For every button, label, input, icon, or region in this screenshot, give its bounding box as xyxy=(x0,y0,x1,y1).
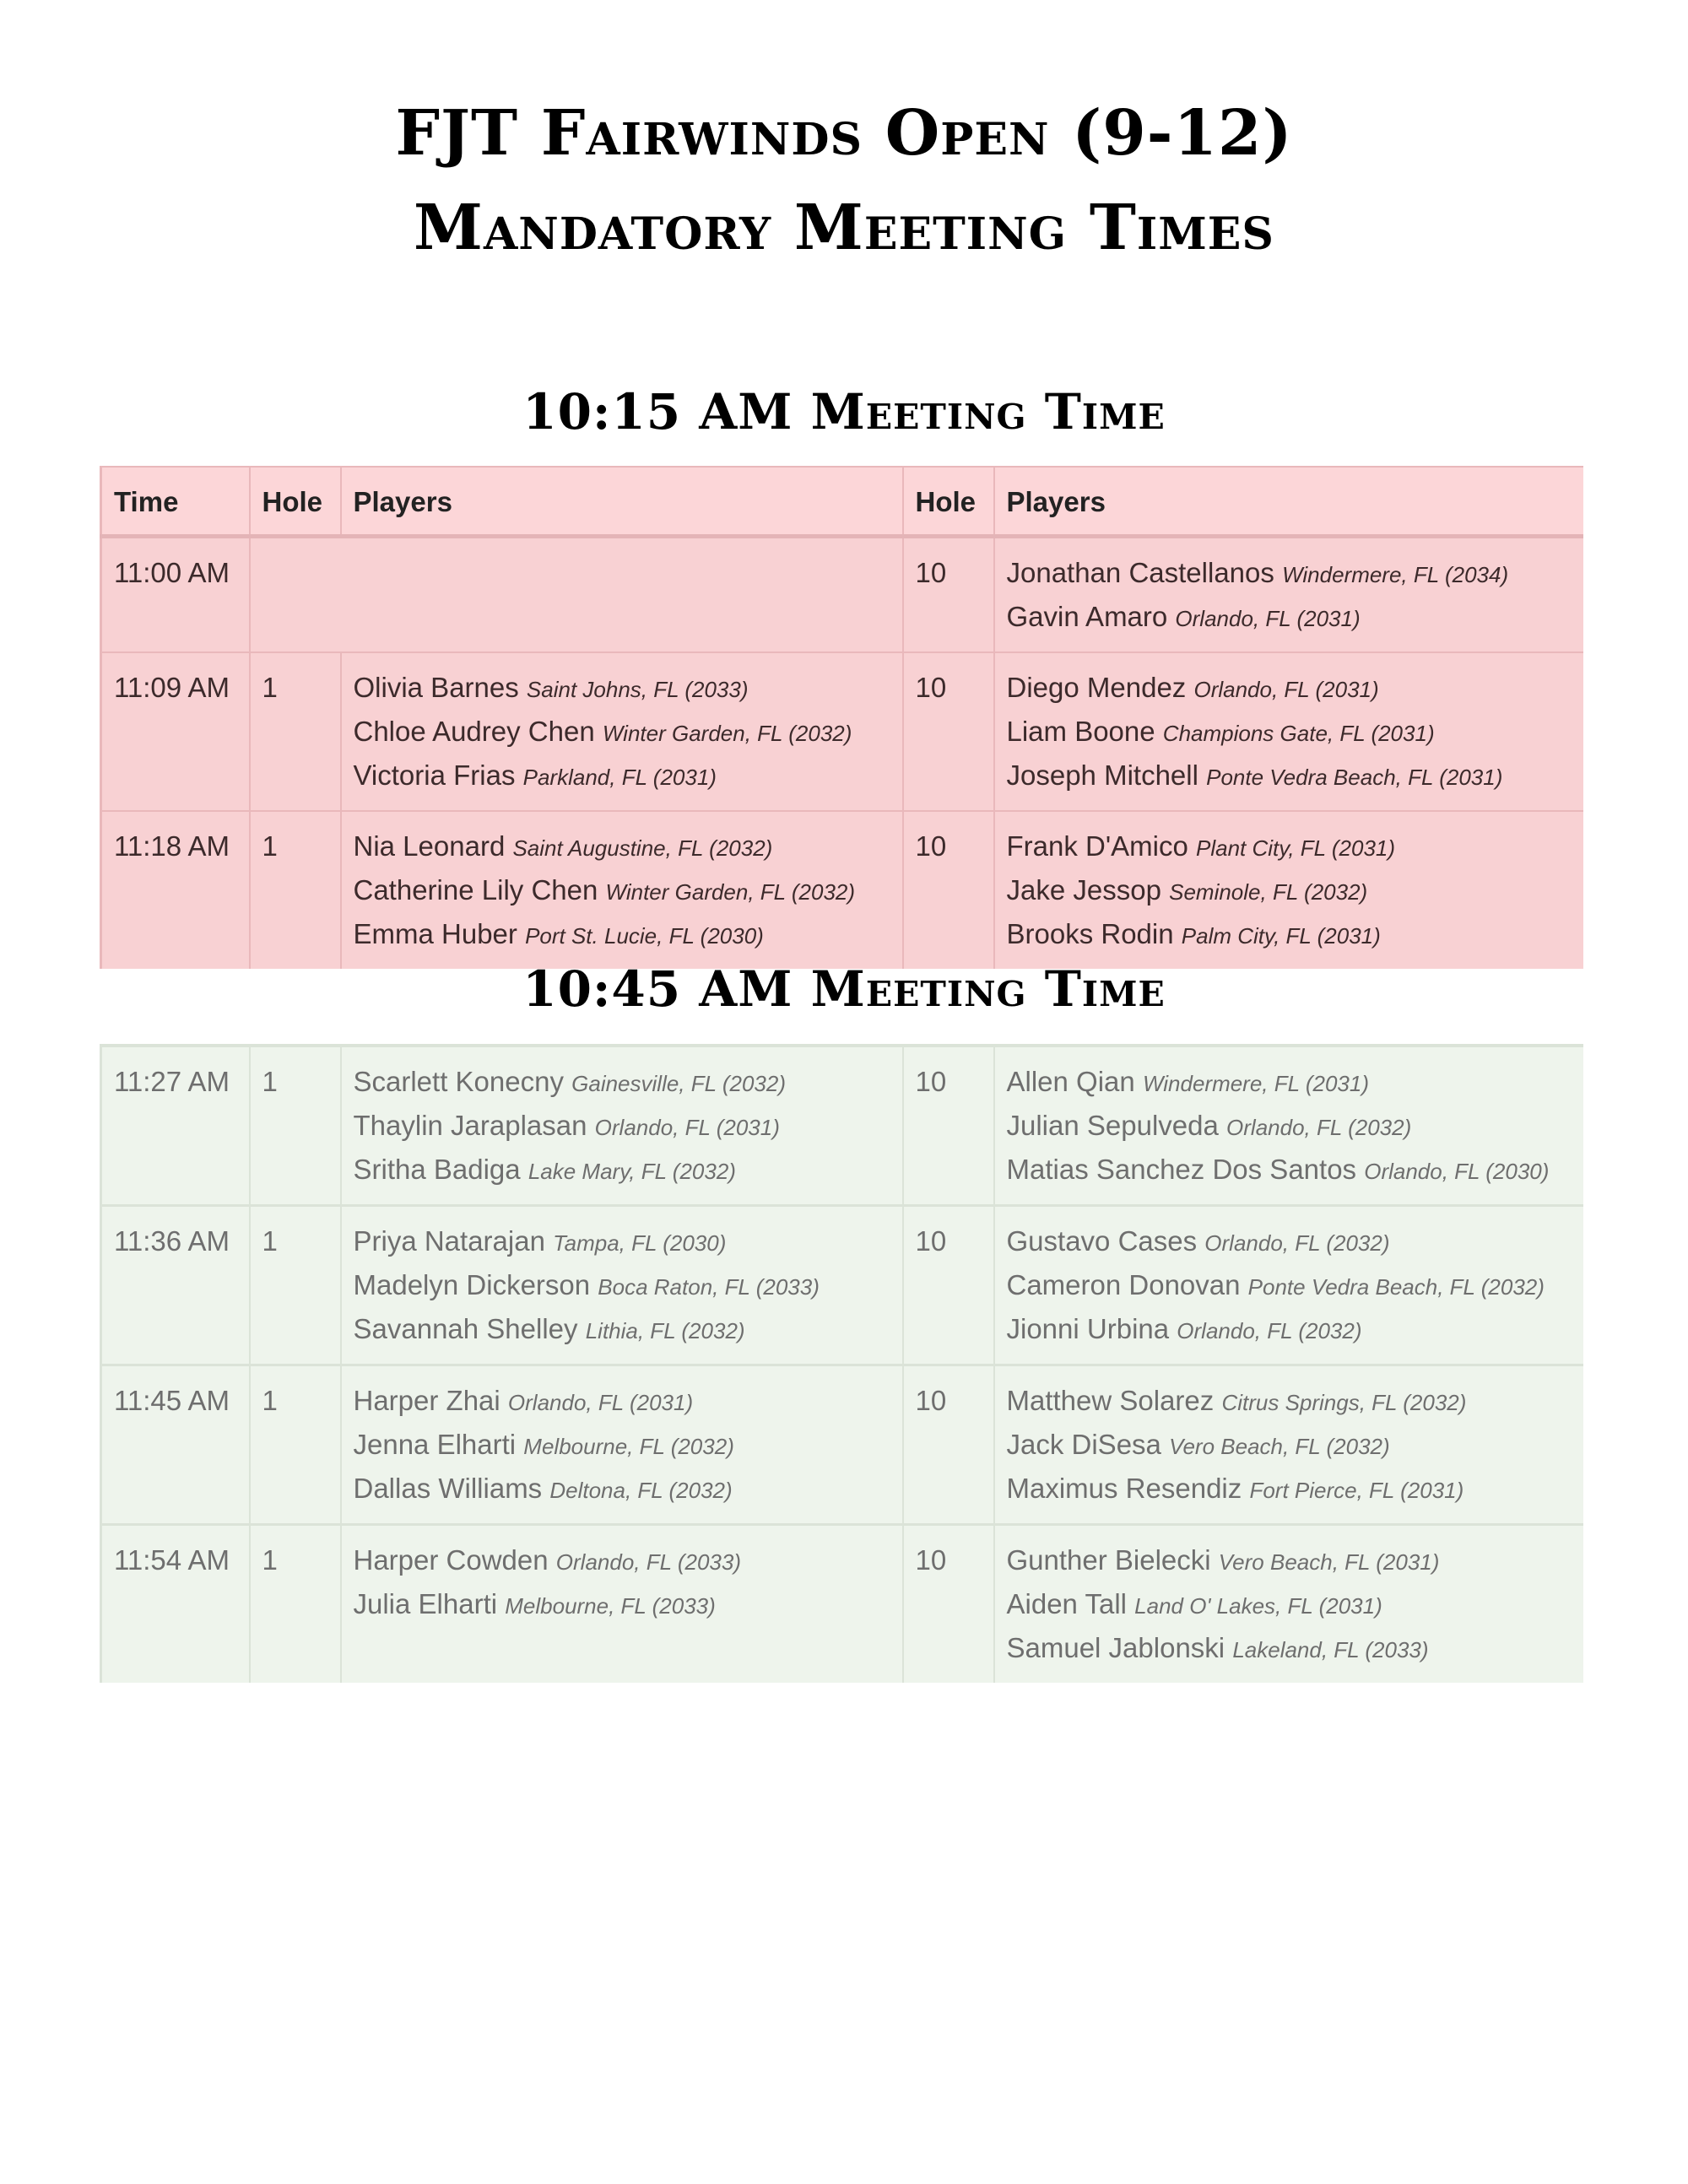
players-cell xyxy=(994,1365,1583,1525)
document-subtitle: Mandatory Meeting Times xyxy=(414,192,1274,264)
section-heading-1015: 10:15 AM Meeting Time xyxy=(522,383,1166,441)
player-hometown-year: Melbourne, FL (2032) xyxy=(523,1434,734,1459)
player-hometown-year: Citrus Springs, FL (2032) xyxy=(1221,1390,1467,1415)
player-hometown-year: Orlando, FL (2032) xyxy=(1204,1230,1390,1256)
player-hometown-year: Orlando, FL (2032) xyxy=(1177,1318,1362,1343)
players-cell xyxy=(994,652,1583,811)
player-entry xyxy=(354,1380,890,1424)
player-entry xyxy=(1007,552,1572,596)
empty-hole-cell xyxy=(250,537,903,653)
header-players: Players xyxy=(341,467,903,537)
player-entry xyxy=(1007,1468,1572,1511)
tee-time: 11:45 AM xyxy=(101,1365,250,1525)
player-hometown-year: Saint Augustine, FL (2032) xyxy=(512,835,773,861)
hole-number: 1 xyxy=(250,1525,341,1684)
player-entry xyxy=(354,1424,890,1468)
player-entry xyxy=(1007,711,1572,754)
player-name: Sritha Badiga xyxy=(353,1154,521,1185)
player-hometown-year: Orlando, FL (2032) xyxy=(1226,1115,1412,1140)
player-hometown-year: Tampa, FL (2030) xyxy=(553,1230,727,1256)
players-cell xyxy=(341,1206,903,1365)
player-entry xyxy=(1007,1149,1572,1192)
player-entry xyxy=(354,1308,890,1352)
players-cell xyxy=(994,1206,1583,1365)
hole-number: 10 xyxy=(903,537,994,653)
player-name: Diego Mendez xyxy=(1006,672,1187,703)
hole-number: 10 xyxy=(903,1525,994,1684)
player-name: Matias Sanchez Dos Santos xyxy=(1006,1154,1357,1185)
players-cell xyxy=(341,652,903,811)
player-name: Jenna Elharti xyxy=(353,1429,517,1460)
player-hometown-year: Parkland, FL (2031) xyxy=(522,765,717,790)
player-name: Julia Elharti xyxy=(353,1588,498,1619)
player-name: Nia Leonard xyxy=(353,830,506,862)
players-cell xyxy=(994,1046,1583,1206)
event-title: FJT Fairwinds Open (9-12) xyxy=(395,97,1293,170)
player-hometown-year: Plant City, FL (2031) xyxy=(1196,835,1396,861)
header-hole: Hole xyxy=(250,467,341,537)
player-hometown-year: Champions Gate, FL (2031) xyxy=(1162,721,1435,746)
player-entry xyxy=(1007,1308,1572,1352)
player-entry xyxy=(1007,1424,1572,1468)
player-entry xyxy=(1007,869,1572,913)
player-entry xyxy=(1007,825,1572,869)
player-entry xyxy=(354,1105,890,1149)
player-name: Gavin Amaro xyxy=(1006,601,1168,632)
player-hometown-year: Boca Raton, FL (2033) xyxy=(598,1274,820,1300)
hole-number: 10 xyxy=(903,1206,994,1365)
player-entry xyxy=(1007,1264,1572,1308)
hole-number: 10 xyxy=(903,1365,994,1525)
hole-number: 10 xyxy=(903,811,994,969)
players-cell xyxy=(994,537,1583,653)
players-cell xyxy=(341,1525,903,1684)
player-hometown-year: Deltona, FL (2032) xyxy=(549,1478,733,1503)
players-cell xyxy=(341,1046,903,1206)
player-entry xyxy=(354,1149,890,1192)
player-name: Jack DiSesa xyxy=(1006,1429,1161,1460)
player-name: Catherine Lily Chen xyxy=(353,874,598,905)
player-hometown-year: Vero Beach, FL (2032) xyxy=(1169,1434,1390,1459)
table-row xyxy=(101,652,1583,811)
player-entry xyxy=(354,667,890,711)
player-hometown-year: Lake Mary, FL (2032) xyxy=(528,1159,736,1184)
player-hometown-year: Port St. Lucie, FL (2030) xyxy=(525,923,764,949)
player-hometown-year: Orlando, FL (2031) xyxy=(1193,677,1379,702)
tee-time: 11:18 AM xyxy=(101,811,250,969)
player-name: Scarlett Konecny xyxy=(353,1066,564,1097)
player-entry xyxy=(1007,596,1572,640)
player-hometown-year: Windermere, FL (2034) xyxy=(1282,562,1509,587)
player-name: Julian Sepulveda xyxy=(1006,1110,1219,1141)
player-name: Aiden Tall xyxy=(1006,1588,1127,1619)
player-entry xyxy=(354,1539,890,1583)
player-name: Cameron Donovan xyxy=(1006,1269,1241,1300)
schedule-table-1015 xyxy=(100,466,1583,969)
player-entry xyxy=(354,913,890,957)
player-hometown-year: Lithia, FL (2032) xyxy=(585,1318,745,1343)
player-hometown-year: Orlando, FL (2031) xyxy=(507,1390,694,1415)
hole-number: 1 xyxy=(250,1046,341,1206)
player-name: Frank D'Amico xyxy=(1006,830,1188,862)
player-name: Harper Zhai xyxy=(353,1385,500,1416)
hole-number: 1 xyxy=(250,811,341,969)
player-entry xyxy=(354,1061,890,1105)
tee-time: 11:09 AM xyxy=(101,652,250,811)
player-hometown-year: Saint Johns, FL (2033) xyxy=(526,677,749,702)
player-name: Joseph Mitchell xyxy=(1006,760,1198,791)
player-hometown-year: Orlando, FL (2031) xyxy=(594,1115,780,1140)
hole-number: 1 xyxy=(250,652,341,811)
player-name: Brooks Rodin xyxy=(1006,918,1174,949)
player-hometown-year: Palm City, FL (2031) xyxy=(1181,923,1381,949)
player-entry xyxy=(1007,913,1572,957)
player-hometown-year: Vero Beach, FL (2031) xyxy=(1218,1549,1440,1575)
player-hometown-year: Orlando, FL (2033) xyxy=(555,1549,741,1575)
player-name: Matthew Solarez xyxy=(1006,1385,1215,1416)
player-hometown-year: Orlando, FL (2031) xyxy=(1175,606,1361,631)
player-name: Maximus Resendiz xyxy=(1006,1473,1242,1504)
player-name: Gustavo Cases xyxy=(1006,1225,1198,1257)
player-entry xyxy=(354,825,890,869)
player-name: Jionni Urbina xyxy=(1006,1313,1170,1344)
player-hometown-year: Lakeland, FL (2033) xyxy=(1232,1637,1429,1662)
player-hometown-year: Land O' Lakes, FL (2031) xyxy=(1134,1593,1382,1619)
tee-time: 11:36 AM xyxy=(101,1206,250,1365)
players-cell xyxy=(341,1365,903,1525)
player-entry xyxy=(354,1468,890,1511)
player-entry xyxy=(354,754,890,798)
table-row xyxy=(101,811,1583,969)
player-name: Allen Qian xyxy=(1006,1066,1135,1097)
player-hometown-year: Ponte Vedra Beach, FL (2031) xyxy=(1206,765,1503,790)
player-entry xyxy=(354,1220,890,1264)
table-row xyxy=(101,537,1583,653)
table-row xyxy=(101,1206,1583,1365)
player-name: Chloe Audrey Chen xyxy=(353,716,595,747)
player-entry xyxy=(354,711,890,754)
player-name: Harper Cowden xyxy=(353,1544,549,1576)
player-name: Victoria Frias xyxy=(353,760,516,791)
player-name: Liam Boone xyxy=(1006,716,1155,747)
player-entry xyxy=(354,1264,890,1308)
player-entry xyxy=(1007,1220,1572,1264)
table-header-row xyxy=(101,467,1583,537)
hole-number: 10 xyxy=(903,1046,994,1206)
player-hometown-year: Gainesville, FL (2032) xyxy=(571,1071,787,1096)
hole-number: 1 xyxy=(250,1365,341,1525)
header-time: Time xyxy=(101,467,250,537)
player-hometown-year: Winter Garden, FL (2032) xyxy=(605,879,856,905)
table-row xyxy=(101,1525,1583,1684)
player-hometown-year: Seminole, FL (2032) xyxy=(1169,879,1368,905)
schedule-table-1045 xyxy=(100,1044,1583,1683)
player-name: Thaylin Jaraplasan xyxy=(353,1110,587,1141)
section-heading-1045: 10:45 AM Meeting Time xyxy=(522,960,1166,1018)
players-cell xyxy=(994,1525,1583,1684)
player-entry xyxy=(1007,1380,1572,1424)
player-entry xyxy=(1007,1627,1572,1671)
player-name: Olivia Barnes xyxy=(353,672,519,703)
player-name: Jonathan Castellanos xyxy=(1006,557,1274,588)
player-name: Samuel Jablonski xyxy=(1006,1632,1225,1663)
player-entry xyxy=(1007,1583,1572,1627)
player-entry xyxy=(1007,1539,1572,1583)
player-entry xyxy=(1007,754,1572,798)
player-name: Jake Jessop xyxy=(1006,874,1161,905)
player-name: Emma Huber xyxy=(353,918,517,949)
player-entry xyxy=(1007,1105,1572,1149)
hole-number: 10 xyxy=(903,652,994,811)
player-name: Dallas Williams xyxy=(353,1473,543,1504)
player-hometown-year: Orlando, FL (2030) xyxy=(1364,1159,1550,1184)
tee-time: 11:54 AM xyxy=(101,1525,250,1684)
table-row xyxy=(101,1046,1583,1206)
tee-time: 11:00 AM xyxy=(101,537,250,653)
player-hometown-year: Winter Garden, FL (2032) xyxy=(602,721,852,746)
player-entry xyxy=(1007,1061,1572,1105)
players-cell xyxy=(341,811,903,969)
player-name: Madelyn Dickerson xyxy=(353,1269,591,1300)
table-row xyxy=(101,1365,1583,1525)
player-entry xyxy=(354,869,890,913)
player-name: Priya Natarajan xyxy=(353,1225,545,1257)
header-hole: Hole xyxy=(903,467,994,537)
player-hometown-year: Fort Pierce, FL (2031) xyxy=(1249,1478,1464,1503)
player-entry xyxy=(1007,667,1572,711)
player-hometown-year: Ponte Vedra Beach, FL (2032) xyxy=(1247,1274,1545,1300)
player-hometown-year: Melbourne, FL (2033) xyxy=(505,1593,716,1619)
player-entry xyxy=(354,1583,890,1627)
header-players: Players xyxy=(994,467,1583,537)
player-hometown-year: Windermere, FL (2031) xyxy=(1142,1071,1369,1096)
hole-number: 1 xyxy=(250,1206,341,1365)
players-cell xyxy=(994,811,1583,969)
player-name: Savannah Shelley xyxy=(353,1313,578,1344)
player-name: Gunther Bielecki xyxy=(1006,1544,1211,1576)
tee-time: 11:27 AM xyxy=(101,1046,250,1206)
